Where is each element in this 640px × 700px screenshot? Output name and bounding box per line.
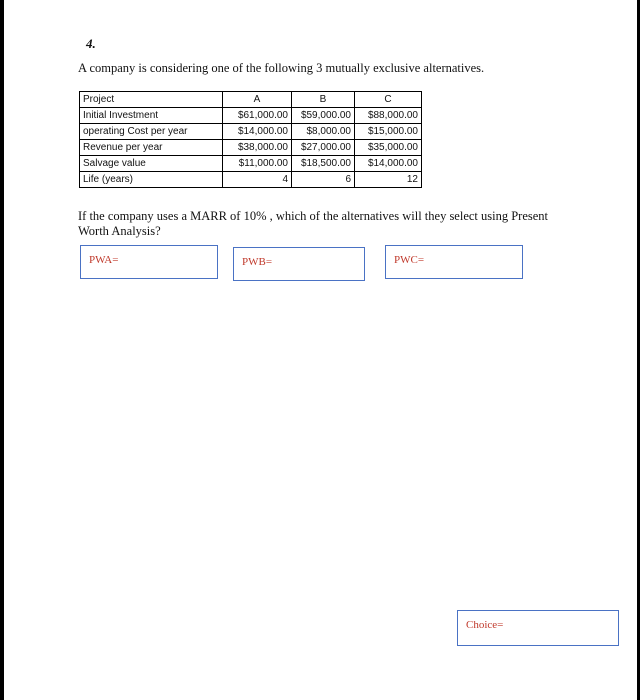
cell-b: 6 [292,172,355,188]
left-edge-border [0,0,4,700]
row-label: operating Cost per year [80,124,223,140]
problem-statement: A company is considering one of the following 3 mutually exclusive alternatives. [78,61,485,75]
cell-a: 4 [223,172,292,188]
header-project: Project [80,92,223,108]
pw-a-label: PWA= [89,254,119,266]
header-a: A [223,92,292,108]
pw-c-label: PWC= [394,254,425,266]
cell-a: $38,000.00 [223,140,292,156]
row-label: Life (years) [80,172,223,188]
question-number: 4. [86,36,96,51]
table-row [80,156,422,172]
cell-c: $35,000.00 [355,140,422,156]
alternatives-table [79,91,422,188]
pw-c-answer-box[interactable] [385,245,523,279]
cell-b: $8,000.00 [292,124,355,140]
cell-c: 12 [355,172,422,188]
header-c: C [355,92,422,108]
table-row [80,108,422,124]
header-b: B [292,92,355,108]
table-row [80,140,422,156]
pw-b-label: PWB= [242,256,273,268]
pw-a-answer-box[interactable] [80,245,218,279]
choice-label: Choice= [466,619,504,631]
pw-b-answer-box[interactable] [233,247,365,281]
cell-b: $18,500.00 [292,156,355,172]
cell-c: $15,000.00 [355,124,422,140]
question-text: If the company uses a MARR of 10% , which of the alternatives will they select using Present Worth Analysis? [78,209,549,238]
cell-c: $88,000.00 [355,108,422,124]
cell-a: $14,000.00 [223,124,292,140]
cell-b: $27,000.00 [292,140,355,156]
row-label: Initial Investment [80,108,223,124]
cell-a: $61,000.00 [223,108,292,124]
cell-a: $11,000.00 [223,156,292,172]
table-row [80,172,422,188]
row-label: Salvage value [80,156,223,172]
table-row [80,124,422,140]
cell-c: $14,000.00 [355,156,422,172]
choice-answer-box[interactable] [457,610,619,646]
row-label: Revenue per year [80,140,223,156]
table-header-row [80,92,422,108]
cell-b: $59,000.00 [292,108,355,124]
